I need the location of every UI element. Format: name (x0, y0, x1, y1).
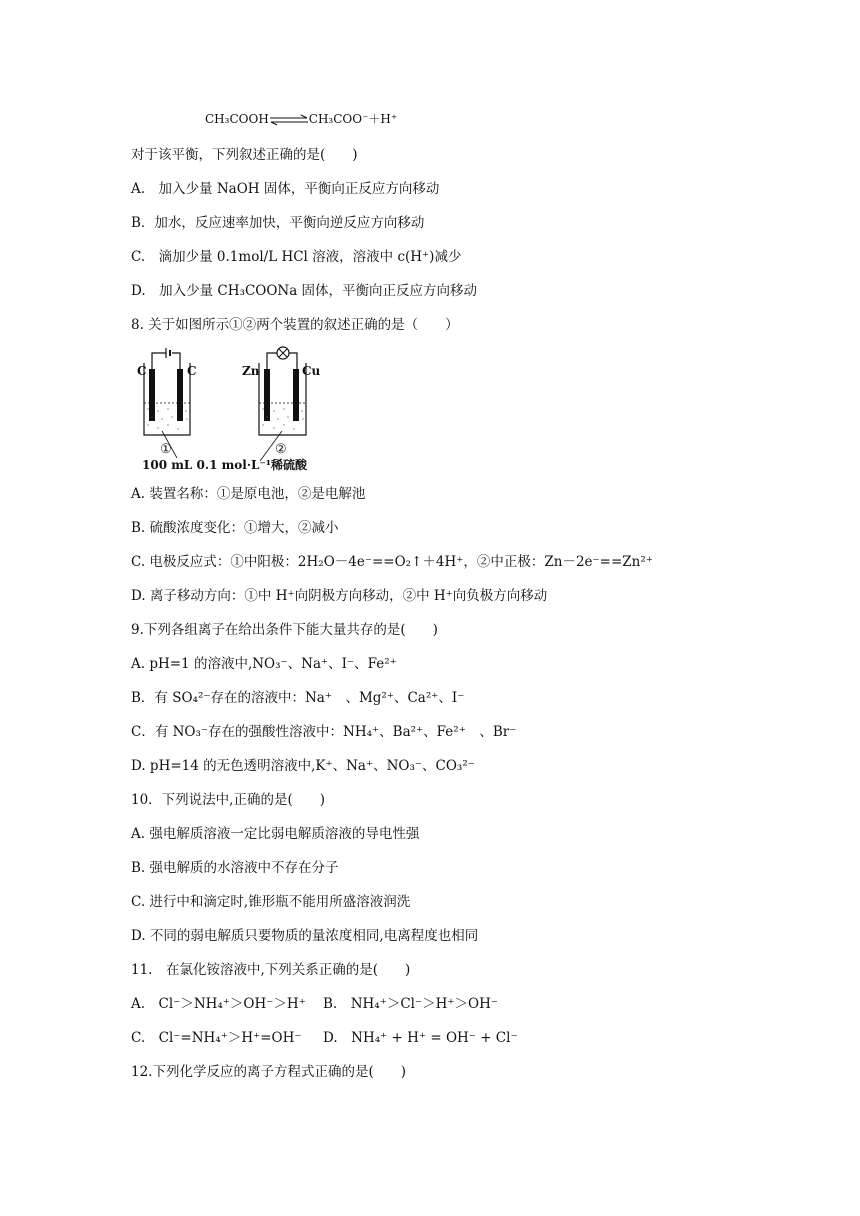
electrode-cu (293, 369, 299, 421)
label-cu: Cu (302, 364, 321, 378)
electrode-zn (264, 369, 270, 421)
label-cell-1: ① (160, 442, 172, 457)
q12-stem: 12.下列化学反应的离子方程式正确的是( ) (131, 1064, 407, 1080)
label-zn: Zn (242, 364, 260, 378)
equation-right: CH₃COO⁻＋H⁺ (308, 112, 398, 126)
cell-1 (137, 348, 197, 457)
cell-2 (242, 347, 321, 457)
figure-caption: 100 mL 0.1 mol·L⁻¹稀硫酸 (142, 458, 308, 472)
q11-option-b: B. NH₄⁺＞Cl⁻＞H⁺＞OH⁻ (323, 996, 498, 1012)
q10-option-b: B. 强电解质的水溶液中不存在分子 (131, 860, 339, 876)
label-c-left: C (137, 364, 147, 378)
q9-option-a: A. pH=1 的溶液中,NO₃⁻、Na⁺、I⁻、Fe²⁺ (131, 656, 397, 672)
q10-stem: 10．下列说法中,正确的是( ) (131, 792, 326, 808)
q7-option-d: D. 加入少量 CH₃COONa 固体，平衡向正反应方向移动 (131, 283, 478, 299)
q9-option-b: B．有 SO₄²⁻存在的溶液中：Na⁺ 、Mg²⁺、Ca²⁺、I⁻ (131, 690, 465, 706)
q8-stem: 8. 关于如图所示①②两个装置的叙述正确的是（ ） (131, 317, 459, 333)
q9-stem: 9.下列各组离子在给出条件下能大量共存的是( ) (131, 622, 438, 638)
q10-option-a: A. 强电解质溶液一定比弱电解质溶液的导电性强 (131, 826, 420, 842)
label-c-right: C (187, 364, 197, 378)
q10-option-c: C. 进行中和滴定时,锥形瓶不能用所盛溶液润洗 (131, 894, 411, 910)
q11-option-a: A. Cl⁻＞NH₄⁺＞OH⁻＞H⁺ (131, 996, 306, 1012)
electrochemical-cells-figure (132, 343, 332, 473)
q7-option-c: C. 滴加少量 0.1mol/L HCl 溶液，溶液中 c(H⁺)减少 (131, 249, 462, 265)
equation-left: CH₃COOH (205, 112, 269, 126)
q7-stem: 对于该平衡，下列叙述正确的是( ) (131, 147, 358, 163)
q7-option-b: B．加水，反应速率加快，平衡向逆反应方向移动 (131, 215, 425, 231)
q11-stem: 11. 在氯化铵溶液中,下列关系正确的是( ) (131, 962, 411, 978)
electrode-c-right (177, 369, 183, 421)
q8-option-d: D. 离子移动方向：①中 H⁺向阴极方向移动，②中 H⁺向负极方向移动 (131, 588, 548, 604)
q9-option-d: D. pH=14 的无色透明溶液中,K⁺、Na⁺、NO₃⁻、CO₃²⁻ (131, 758, 475, 774)
q10-option-d: D. 不同的弱电解质只要物质的量浓度相同,电离程度也相同 (131, 928, 479, 944)
q7-option-a: A. 加入少量 NaOH 固体，平衡向正反应方向移动 (131, 181, 440, 197)
reversible-arrow-icon (269, 114, 309, 126)
label-cell-2: ② (275, 442, 287, 457)
cells-diagram (132, 343, 332, 473)
q8-option-a: A. 装置名称：①是原电池，②是电解池 (131, 486, 366, 502)
q11-option-d: D. NH₄⁺ + H⁺ = OH⁻ + Cl⁻ (323, 1030, 518, 1046)
electrode-c-left (149, 369, 155, 421)
q8-option-c: C. 电极反应式：①中阳极：2H₂O－4e⁻==O₂↑＋4H⁺，②中正极：Zn－2e⁻==Zn²⁺ (131, 554, 653, 570)
q11-option-c: C. Cl⁻=NH₄⁺＞H⁺=OH⁻ (131, 1030, 302, 1046)
equilibrium-equation (205, 110, 397, 128)
q8-option-b: B. 硫酸浓度变化：①增大，②减小 (131, 520, 339, 536)
q9-option-c: C．有 NO₃⁻存在的强酸性溶液中：NH₄⁺、Ba²⁺、Fe²⁺ 、Br⁻ (131, 724, 517, 740)
